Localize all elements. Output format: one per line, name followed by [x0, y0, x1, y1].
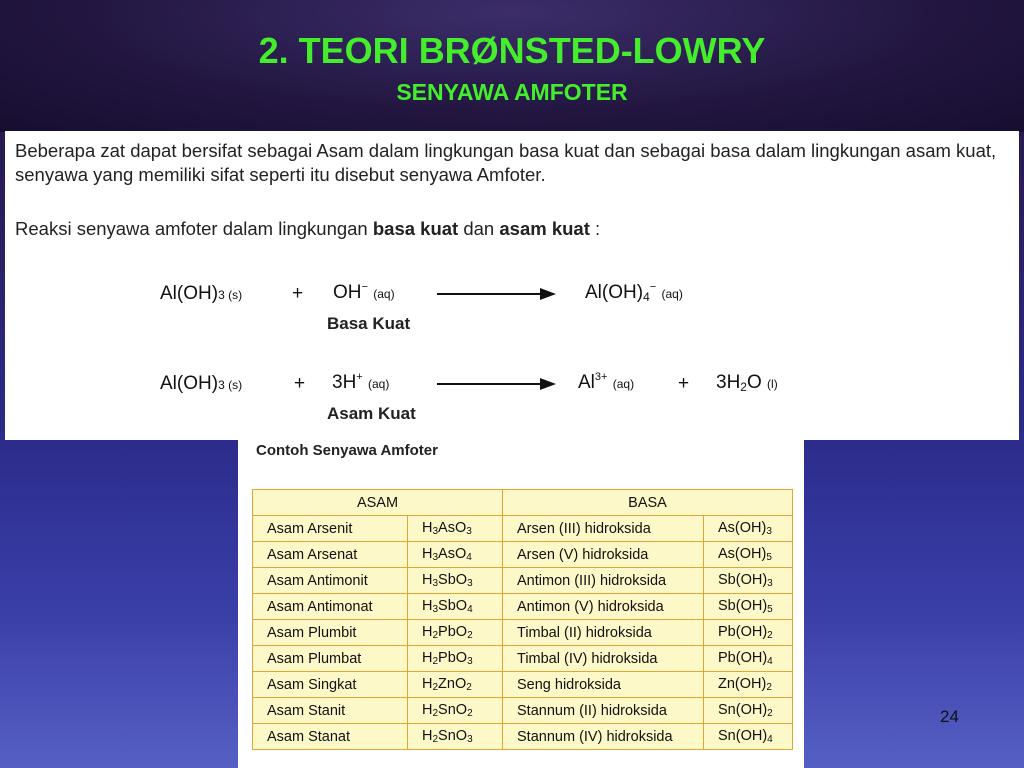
table-row: [253, 620, 793, 646]
amphoteric-table: [252, 489, 793, 750]
table-row: [253, 516, 793, 542]
eq1-plus: +: [292, 283, 304, 304]
base-name: Timbal (IV) hidroksida: [503, 646, 704, 672]
reaction-mid: dan: [458, 218, 500, 239]
acid-name: Asam Arsenit: [253, 516, 408, 542]
reaction-panel: [5, 131, 1019, 440]
eq1-reactant2: OH− (aq): [333, 281, 395, 303]
acid-name: Asam Plumbit: [253, 620, 408, 646]
acid-name: Asam Stanat: [253, 724, 408, 750]
reaction-bold-basa: basa kuat: [372, 218, 459, 239]
acid-formula: $H_2SnO_3$: [408, 724, 503, 750]
base-name: Stannum (II) hidroksida: [503, 698, 704, 724]
eq1-arrow-line: [437, 293, 541, 295]
acid-name: Asam Antimonat: [253, 594, 408, 620]
eq2-plus2: +: [678, 373, 690, 394]
reaction-suffix: :: [589, 218, 601, 239]
base-name: Timbal (II) hidroksida: [503, 620, 704, 646]
page-number: 24: [940, 707, 959, 726]
table-row: [253, 724, 793, 750]
table-row: [253, 568, 793, 594]
base-name: Arsen (V) hidroksida: [503, 542, 704, 568]
table-row: [253, 594, 793, 620]
base-formula: $Pb(OH)_4$: [704, 646, 793, 672]
acid-formula: $H_2SnO_2$: [408, 698, 503, 724]
eq2-product1: $Al^{3+}$ (aq): [578, 371, 635, 393]
eq1-arrow-head-icon: [540, 288, 556, 300]
base-formula: $Zn(OH)_2$: [704, 672, 793, 698]
base-formula: $As(OH)_3$: [704, 516, 793, 542]
acid-name: Asam Arsenat: [253, 542, 408, 568]
reaction-prefix: Reaksi senyawa amfoter dalam lingkungan: [15, 218, 373, 239]
eq2-reactant2: 3H+ (aq): [332, 371, 390, 393]
eq2-plus: +: [294, 373, 306, 394]
acid-name: Asam Antimonit: [253, 568, 408, 594]
table-row: [253, 542, 793, 568]
acid-formula: $H_3SbO_3$: [408, 568, 503, 594]
table-caption: Contoh Senyawa Amfoter: [256, 442, 438, 459]
base-name: Antimon (V) hidroksida: [503, 594, 704, 620]
eq1-product: $Al(OH)_4^-$ (aq): [585, 281, 683, 304]
base-formula: $Sb(OH)_5$: [704, 594, 793, 620]
acid-name: Asam Plumbat: [253, 646, 408, 672]
eq2-product2: $3H_2O$ (l): [716, 372, 778, 394]
base-name: Stannum (IV) hidroksida: [503, 724, 704, 750]
base-formula: $Sn(OH)_2$: [704, 698, 793, 724]
reaction-bold-asam: asam kuat: [499, 218, 590, 239]
reaction-intro: [15, 217, 600, 241]
eq1-label: Basa Kuat: [327, 314, 411, 333]
slide-subtitle: SENYAWA AMFOTER: [396, 79, 628, 105]
base-formula: $Sb(OH)_3$: [704, 568, 793, 594]
eq1-reactant1: Al(OH)3 (s): [160, 283, 243, 304]
eq2-reactant1: Al(OH)3 (s): [160, 373, 243, 394]
acid-formula: $H_2PbO_2$: [408, 620, 503, 646]
base-formula: $As(OH)_5$: [704, 542, 793, 568]
table-row: [253, 698, 793, 724]
table-panel: [238, 440, 804, 768]
base-formula: $Pb(OH)_2$: [704, 620, 793, 646]
base-name: Arsen (III) hidroksida: [503, 516, 704, 542]
header-asam: ASAM: [253, 490, 503, 516]
slide-title: 2. TEORI BRØNSTED-LOWRY: [258, 30, 766, 71]
acid-formula: $H_3SbO_4$: [408, 594, 503, 620]
header-basa: BASA: [503, 490, 793, 516]
acid-name: Asam Stanit: [253, 698, 408, 724]
acid-formula: $H_3AsO_3$: [408, 516, 503, 542]
table-row: [253, 672, 793, 698]
acid-formula: $H_2PbO_3$: [408, 646, 503, 672]
base-name: Antimon (III) hidroksida: [503, 568, 704, 594]
table-row: [253, 646, 793, 672]
eq2-arrow-line: [437, 383, 541, 385]
acid-name: Asam Singkat: [253, 672, 408, 698]
eq2-label: Asam Kuat: [327, 404, 416, 423]
eq2-arrow-head-icon: [540, 378, 556, 390]
intro-paragraph: Beberapa zat dapat bersifat sebagai Asam dalam lingkungan basa kuat dan sebagai basa dalam lingkungan asam kuat, senyawa yang memiliki sifat seperti itu disebut senyawa Amfoter.: [15, 140, 997, 185]
acid-formula: $H_2ZnO_2$: [408, 672, 503, 698]
base-name: Seng hidroksida: [503, 672, 704, 698]
base-formula: $Sn(OH)_4$: [704, 724, 793, 750]
table-header-row: [253, 490, 793, 516]
acid-formula: $H_3AsO_4$: [408, 542, 503, 568]
